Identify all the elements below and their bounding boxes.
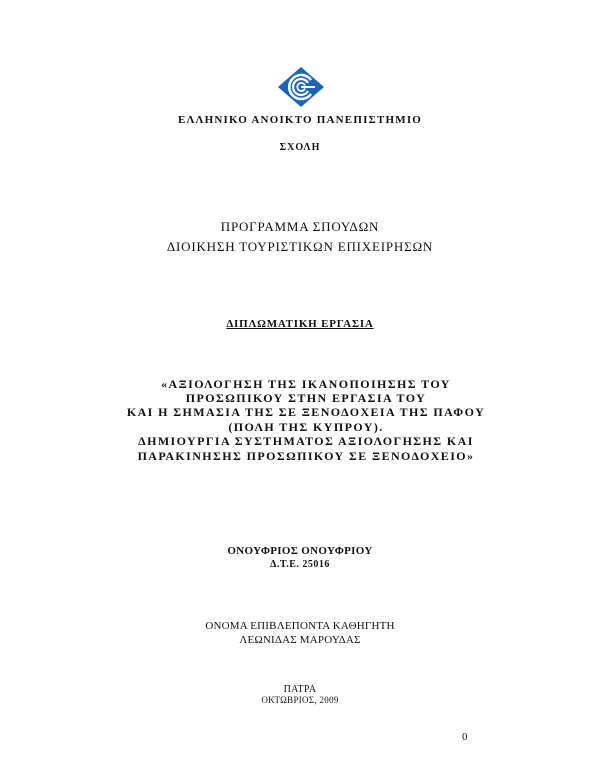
thesis-title-line: ΔΗΜΙΟΥΡΓΙΑ ΣΥΣΤΗΜΑΤΟΣ ΑΞΙΟΛΟΓΗΣΗΣ ΚΑΙ	[138, 434, 474, 448]
thesis-title-line: ΠΡΟΣΩΠΙΚΟΥ ΣΤΗΝ ΕΡΓΑΣΙΑ ΤΟΥ	[185, 391, 427, 405]
thesis-title-line: ΠΑΡΑΚΙΝΗΣΗΣ ΠΡΟΣΩΠΙΚΟΥ ΣΕ ΞΕΝΟΔΟΧΕΙΟ»	[137, 449, 475, 463]
page-number: 0	[462, 731, 468, 743]
thesis-title-line: ΚΑΙ Η ΣΗΜΑΣΙΑ ΤΗΣ ΣΕ ΞΕΝΟΔΟΧΕΙΑ ΤΗΣ ΠΑΦΟΥ	[126, 405, 486, 419]
school-name: ΣΧΟΛΗ	[279, 142, 321, 153]
supervisor-name: ΛΕΩΝΙΔΑΣ ΜΑΡΟΥΔΑΣ	[239, 634, 361, 646]
thesis-title-line: (ΠΟΛΗ ΤΗΣ ΚΥΠΡΟΥ).	[228, 420, 384, 434]
thesis-type: ΔΙΠΛΩΜΑΤΙΚΗ ΕΡΓΑΣΙΑ	[226, 318, 374, 330]
university-name: ΕΛΛΗΝΙΚΟ ΑΝΟΙΚΤΟ ΠΑΝΕΠΙΣΤΗΜΙΟ	[177, 114, 423, 126]
supervisor-label: ΟΝΟΜΑ ΕΠΙΒΛΕΠΟΝΤΑ ΚΑΘΗΓΗΤΗ	[205, 620, 395, 632]
place: ΠΑΤΡΑ	[283, 684, 317, 695]
program-title: ΠΡΟΓΡΑΜΜΑ ΣΠΟΥΔΩΝ	[220, 219, 380, 234]
date: ΟΚΤΩΒΡΙΟΣ, 2009	[261, 695, 339, 705]
program-name: ΔΙΟΙΚΗΣΗ ΤΟΥΡΙΣΤΙΚΩΝ ΕΠΙΧΕΙΡΗΣΩΝ	[166, 239, 434, 254]
thesis-title-line: «ΑΞΙΟΛΟΓΗΣΗ ΤΗΣ ΙΚΑΝΟΠΟΙΗΣΗΣ ΤΟΥ	[161, 377, 451, 391]
student-id: Δ.Τ.Ε. 25016	[270, 559, 330, 570]
university-logo-icon	[277, 66, 325, 108]
author-name: ΟΝΟΥΦΡΙΟΣ ΟΝΟΥΦΡΙΟΥ	[227, 545, 373, 557]
